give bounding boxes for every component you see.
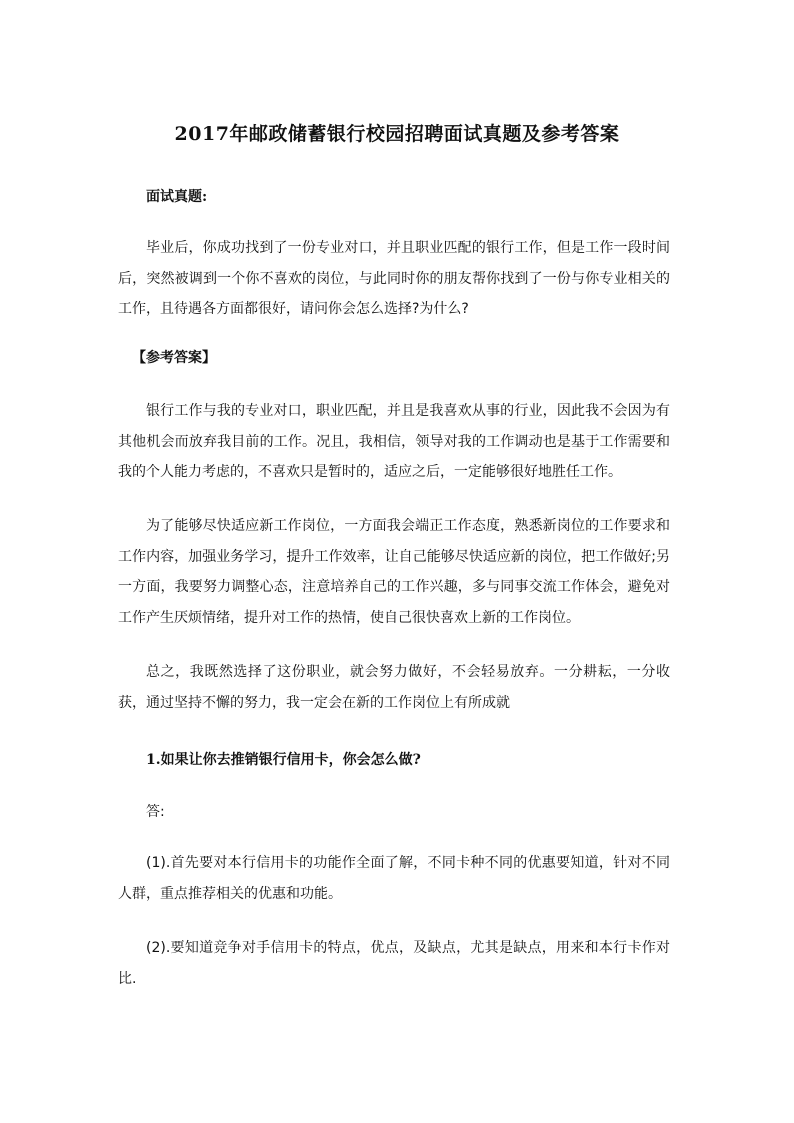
interview-question-heading: 面试真题: xyxy=(146,189,208,205)
question-2-heading: 1.如果让你去推销银行信用卡，你会怎么做? xyxy=(146,752,421,768)
answer-2-point-2: (2).要知道竞争对手信用卡的特点，优点，及缺点，尤其是缺点，用来和本行卡作对比. xyxy=(118,940,670,987)
document-title: 2017年邮政储蓄银行校园招聘面试真题及参考答案 xyxy=(174,123,620,145)
answer-label: 答: xyxy=(146,804,165,820)
interview-question-text: 毕业后，你成功找到了一份专业对口，并且职业匹配的银行工作，但是工作一段时间后，突然被调到一个你不喜欢的岗位，与此同时你的朋友帮你找到了一份与你专业相关的工作，且待遇各方面都很好，请问你会怎么选择?为什么? xyxy=(118,240,670,317)
answer-2-point-1: (1).首先要对本行信用卡的功能作全面了解，不同卡种不同的优惠要知道，针对不同人群，重点推荐相关的优惠和功能。 xyxy=(118,855,670,902)
answer-paragraph-1: 银行工作与我的专业对口，职业匹配，并且是我喜欢从事的行业，因此我不会因为有其他机会而放弃我目前的工作。况且，我相信，领导对我的工作调动也是基于工作需要和我的个人能力考虑的，不喜欢只是暂时的，适应之后，一定能够很好地胜任工作。 xyxy=(118,403,670,480)
reference-answer-heading: 【参考答案】 xyxy=(132,350,216,366)
answer-paragraph-2: 为了能够尽快适应新工作岗位，一方面我会端正工作态度，熟悉新岗位的工作要求和工作内容，加强业务学习，提升工作效率，让自己能够尽快适应新的岗位，把工作做好;另一方面，我要努力调整心态，注意培养自己的工作兴趣，多与同事交流工作体会，避免对工作产生厌烦情绪，提升对工作的热情，使自己很快喜欢上新的工作岗位。 xyxy=(118,518,670,626)
answer-paragraph-3: 总之，我既然选择了这份职业，就会努力做好，不会轻易放弃。一分耕耘，一分收获，通过坚持不懈的努力，我一定会在新的工作岗位上有所成就 xyxy=(118,664,670,711)
